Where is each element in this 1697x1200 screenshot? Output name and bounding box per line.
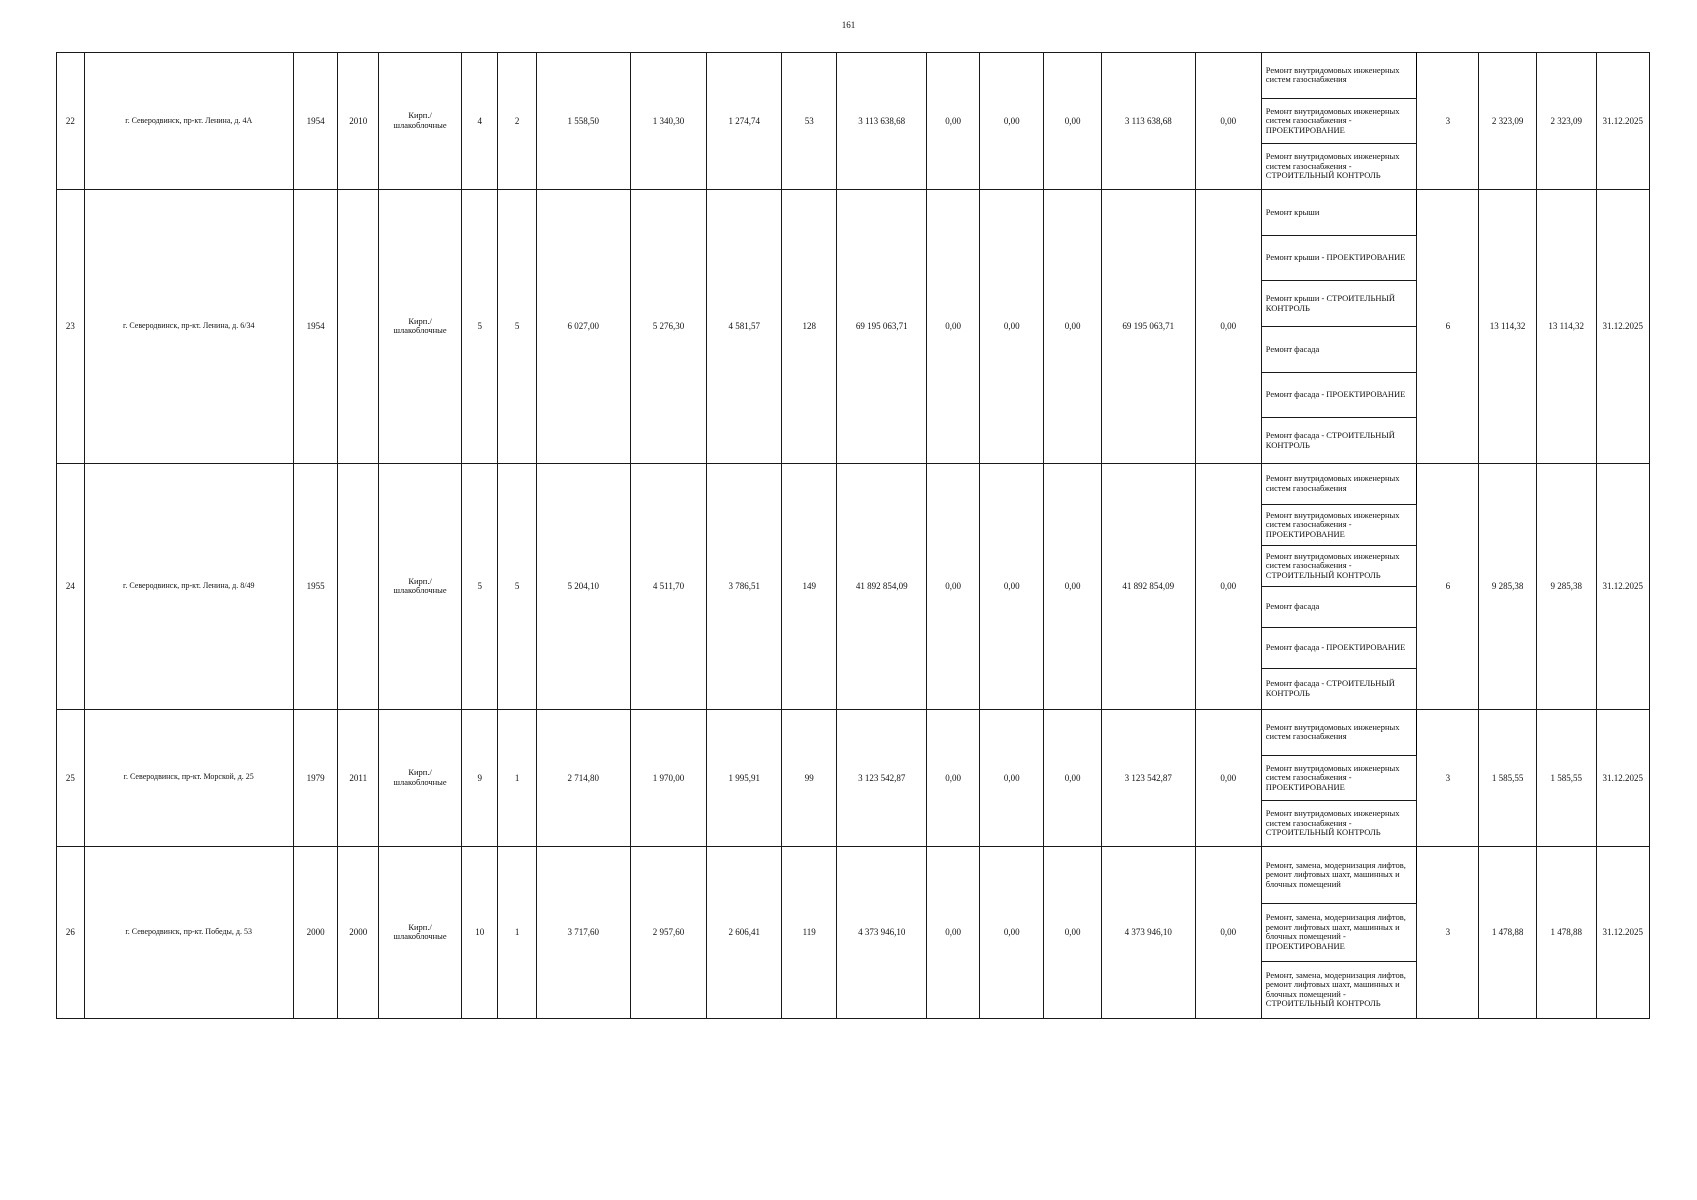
cell-works-count: 3 [1417, 53, 1479, 190]
cell-material: Кирп./ шлакоблочные [379, 53, 462, 190]
cell-floors: 4 [462, 53, 498, 190]
cell-cost-total: 3 123 542,87 [837, 709, 927, 846]
cell-floors: 9 [462, 709, 498, 846]
cell-residents: 53 [782, 53, 837, 190]
cell-entrances: 2 [498, 53, 536, 190]
cell-works-count: 6 [1417, 189, 1479, 463]
cell-cost-local: 0,00 [1044, 189, 1102, 463]
capital-repair-table [56, 52, 1650, 1019]
cell-cost-owners: 69 195 063,71 [1101, 189, 1195, 463]
cell-cost-federal: 0,00 [927, 709, 980, 846]
table-body [57, 53, 1650, 1019]
cell-area-total: 6 027,00 [536, 189, 630, 463]
page-number: 161 [841, 20, 856, 30]
cell-cost-regional: 0,00 [980, 189, 1044, 463]
cell-cost-other: 0,00 [1195, 709, 1261, 846]
cell-area-living: 5 276,30 [630, 189, 707, 463]
cell-year-built: 2000 [293, 846, 338, 1018]
cell-cost-regional: 0,00 [980, 53, 1044, 190]
cell-area-residential: 2 606,41 [707, 846, 782, 1018]
cell-cost-total: 69 195 063,71 [837, 189, 927, 463]
cell-floors: 5 [462, 463, 498, 709]
cell-work-type: Ремонт внутридомовых инженерных систем газоснабжения [1261, 709, 1417, 755]
cell-entrances: 5 [498, 463, 536, 709]
cell-residents: 99 [782, 709, 837, 846]
cell-year-renovated: 2000 [338, 846, 379, 1018]
cell-area-residential: 1 274,74 [707, 53, 782, 190]
table-row [57, 709, 1650, 755]
cell-cost-other: 0,00 [1195, 189, 1261, 463]
cell-work-type: Ремонт внутридомовых инженерных систем газоснабжения - ПРОЕКТИРОВАНИЕ [1261, 755, 1417, 801]
cell-cost-regional: 0,00 [980, 709, 1044, 846]
cell-no: 22 [57, 53, 85, 190]
cell-cost-owners: 4 373 946,10 [1101, 846, 1195, 1018]
cell-deadline: 31.12.2025 [1596, 709, 1649, 846]
cell-material: Кирп./ шлакоблочные [379, 463, 462, 709]
cell-material: Кирп./ шлакоблочные [379, 189, 462, 463]
cell-year-built: 1955 [293, 463, 338, 709]
cell-works-count: 6 [1417, 463, 1479, 709]
cell-address: г. Северодвинск, пр-кт. Ленина, д. 8/49 [84, 463, 293, 709]
cell-work-type: Ремонт фасада [1261, 586, 1417, 627]
cell-cost-federal: 0,00 [927, 846, 980, 1018]
cell-work-type: Ремонт фасада - СТРОИТЕЛЬНЫЙ КОНТРОЛЬ [1261, 418, 1417, 464]
cell-year-built: 1954 [293, 53, 338, 190]
cell-work-type: Ремонт фасада - ПРОЕКТИРОВАНИЕ [1261, 627, 1417, 668]
cell-cost-federal: 0,00 [927, 189, 980, 463]
cell-unit-cost-max: 13 114,32 [1536, 189, 1596, 463]
cell-no: 26 [57, 846, 85, 1018]
cell-unit-cost: 2 323,09 [1479, 53, 1537, 190]
cell-work-type: Ремонт фасада - СТРОИТЕЛЬНЫЙ КОНТРОЛЬ [1261, 668, 1417, 709]
cell-cost-total: 4 373 946,10 [837, 846, 927, 1018]
cell-address: г. Северодвинск, пр-кт. Ленина, д. 6/34 [84, 189, 293, 463]
cell-year-renovated: 2010 [338, 53, 379, 190]
cell-unit-cost: 1 478,88 [1479, 846, 1537, 1018]
table-row [57, 463, 1650, 504]
cell-cost-total: 41 892 854,09 [837, 463, 927, 709]
cell-works-count: 3 [1417, 846, 1479, 1018]
cell-work-type: Ремонт крыши - ПРОЕКТИРОВАНИЕ [1261, 235, 1417, 281]
table-row [57, 53, 1650, 99]
cell-address: г. Северодвинск, пр-кт. Морской, д. 25 [84, 709, 293, 846]
cell-cost-local: 0,00 [1044, 463, 1102, 709]
cell-year-renovated [338, 463, 379, 709]
cell-work-type: Ремонт крыши - СТРОИТЕЛЬНЫЙ КОНТРОЛЬ [1261, 281, 1417, 327]
cell-deadline: 31.12.2025 [1596, 463, 1649, 709]
cell-unit-cost-max: 2 323,09 [1536, 53, 1596, 190]
cell-area-total: 5 204,10 [536, 463, 630, 709]
cell-residents: 119 [782, 846, 837, 1018]
cell-cost-owners: 3 123 542,87 [1101, 709, 1195, 846]
cell-area-living: 1 970,00 [630, 709, 707, 846]
cell-works-count: 3 [1417, 709, 1479, 846]
cell-year-built: 1954 [293, 189, 338, 463]
cell-work-type: Ремонт внутридомовых инженерных систем газоснабжения - ПРОЕКТИРОВАНИЕ [1261, 98, 1417, 144]
cell-cost-other: 0,00 [1195, 53, 1261, 190]
cell-cost-other: 0,00 [1195, 846, 1261, 1018]
cell-year-renovated [338, 189, 379, 463]
cell-work-type: Ремонт, замена, модернизация лифтов, ремонт лифтовых шахт, машинных и блочных помещений - ПРОЕКТИРОВАНИЕ [1261, 904, 1417, 961]
cell-work-type: Ремонт внутридомовых инженерных систем газоснабжения - СТРОИТЕЛЬНЫЙ КОНТРОЛЬ [1261, 545, 1417, 586]
cell-cost-total: 3 113 638,68 [837, 53, 927, 190]
cell-floors: 10 [462, 846, 498, 1018]
cell-address: г. Северодвинск, пр-кт. Ленина, д. 4А [84, 53, 293, 190]
cell-work-type: Ремонт, замена, модернизация лифтов, ремонт лифтовых шахт, машинных и блочных помещений - СТРОИТЕЛЬНЫЙ КОНТРОЛЬ [1261, 961, 1417, 1018]
cell-cost-federal: 0,00 [927, 53, 980, 190]
cell-work-type: Ремонт внутридомовых инженерных систем газоснабжения - ПРОЕКТИРОВАНИЕ [1261, 504, 1417, 545]
table-row [57, 189, 1650, 235]
cell-entrances: 5 [498, 189, 536, 463]
cell-work-type: Ремонт фасада - ПРОЕКТИРОВАНИЕ [1261, 372, 1417, 418]
cell-cost-regional: 0,00 [980, 846, 1044, 1018]
cell-area-living: 2 957,60 [630, 846, 707, 1018]
cell-area-total: 3 717,60 [536, 846, 630, 1018]
cell-no: 24 [57, 463, 85, 709]
cell-area-living: 1 340,30 [630, 53, 707, 190]
cell-cost-regional: 0,00 [980, 463, 1044, 709]
cell-residents: 149 [782, 463, 837, 709]
cell-area-residential: 3 786,51 [707, 463, 782, 709]
cell-residents: 128 [782, 189, 837, 463]
cell-area-total: 2 714,80 [536, 709, 630, 846]
cell-unit-cost: 9 285,38 [1479, 463, 1537, 709]
cell-unit-cost-max: 1 478,88 [1536, 846, 1596, 1018]
cell-area-living: 4 511,70 [630, 463, 707, 709]
cell-work-type: Ремонт внутридомовых инженерных систем газоснабжения [1261, 53, 1417, 99]
cell-no: 25 [57, 709, 85, 846]
cell-work-type: Ремонт внутридомовых инженерных систем газоснабжения - СТРОИТЕЛЬНЫЙ КОНТРОЛЬ [1261, 144, 1417, 190]
cell-cost-local: 0,00 [1044, 709, 1102, 846]
cell-entrances: 1 [498, 709, 536, 846]
cell-cost-other: 0,00 [1195, 463, 1261, 709]
cell-work-type: Ремонт крыши [1261, 189, 1417, 235]
cell-unit-cost-max: 9 285,38 [1536, 463, 1596, 709]
cell-no: 23 [57, 189, 85, 463]
cell-area-total: 1 558,50 [536, 53, 630, 190]
cell-unit-cost-max: 1 585,55 [1536, 709, 1596, 846]
cell-work-type: Ремонт фасада [1261, 326, 1417, 372]
cell-deadline: 31.12.2025 [1596, 53, 1649, 190]
cell-work-type: Ремонт, замена, модернизация лифтов, ремонт лифтовых шахт, машинных и блочных помещений [1261, 846, 1417, 903]
cell-deadline: 31.12.2025 [1596, 189, 1649, 463]
cell-cost-owners: 3 113 638,68 [1101, 53, 1195, 190]
cell-deadline: 31.12.2025 [1596, 846, 1649, 1018]
cell-material: Кирп./ шлакоблочные [379, 846, 462, 1018]
cell-work-type: Ремонт внутридомовых инженерных систем газоснабжения [1261, 463, 1417, 504]
cell-cost-owners: 41 892 854,09 [1101, 463, 1195, 709]
cell-year-renovated: 2011 [338, 709, 379, 846]
cell-cost-local: 0,00 [1044, 53, 1102, 190]
cell-floors: 5 [462, 189, 498, 463]
cell-material: Кирп./ шлакоблочные [379, 709, 462, 846]
cell-unit-cost: 13 114,32 [1479, 189, 1537, 463]
cell-cost-local: 0,00 [1044, 846, 1102, 1018]
cell-work-type: Ремонт внутридомовых инженерных систем газоснабжения - СТРОИТЕЛЬНЫЙ КОНТРОЛЬ [1261, 801, 1417, 847]
cell-entrances: 1 [498, 846, 536, 1018]
cell-address: г. Северодвинск, пр-кт. Победы, д. 53 [84, 846, 293, 1018]
cell-area-residential: 1 995,91 [707, 709, 782, 846]
cell-area-residential: 4 581,57 [707, 189, 782, 463]
table-row [57, 846, 1650, 903]
cell-unit-cost: 1 585,55 [1479, 709, 1537, 846]
cell-cost-federal: 0,00 [927, 463, 980, 709]
cell-year-built: 1979 [293, 709, 338, 846]
